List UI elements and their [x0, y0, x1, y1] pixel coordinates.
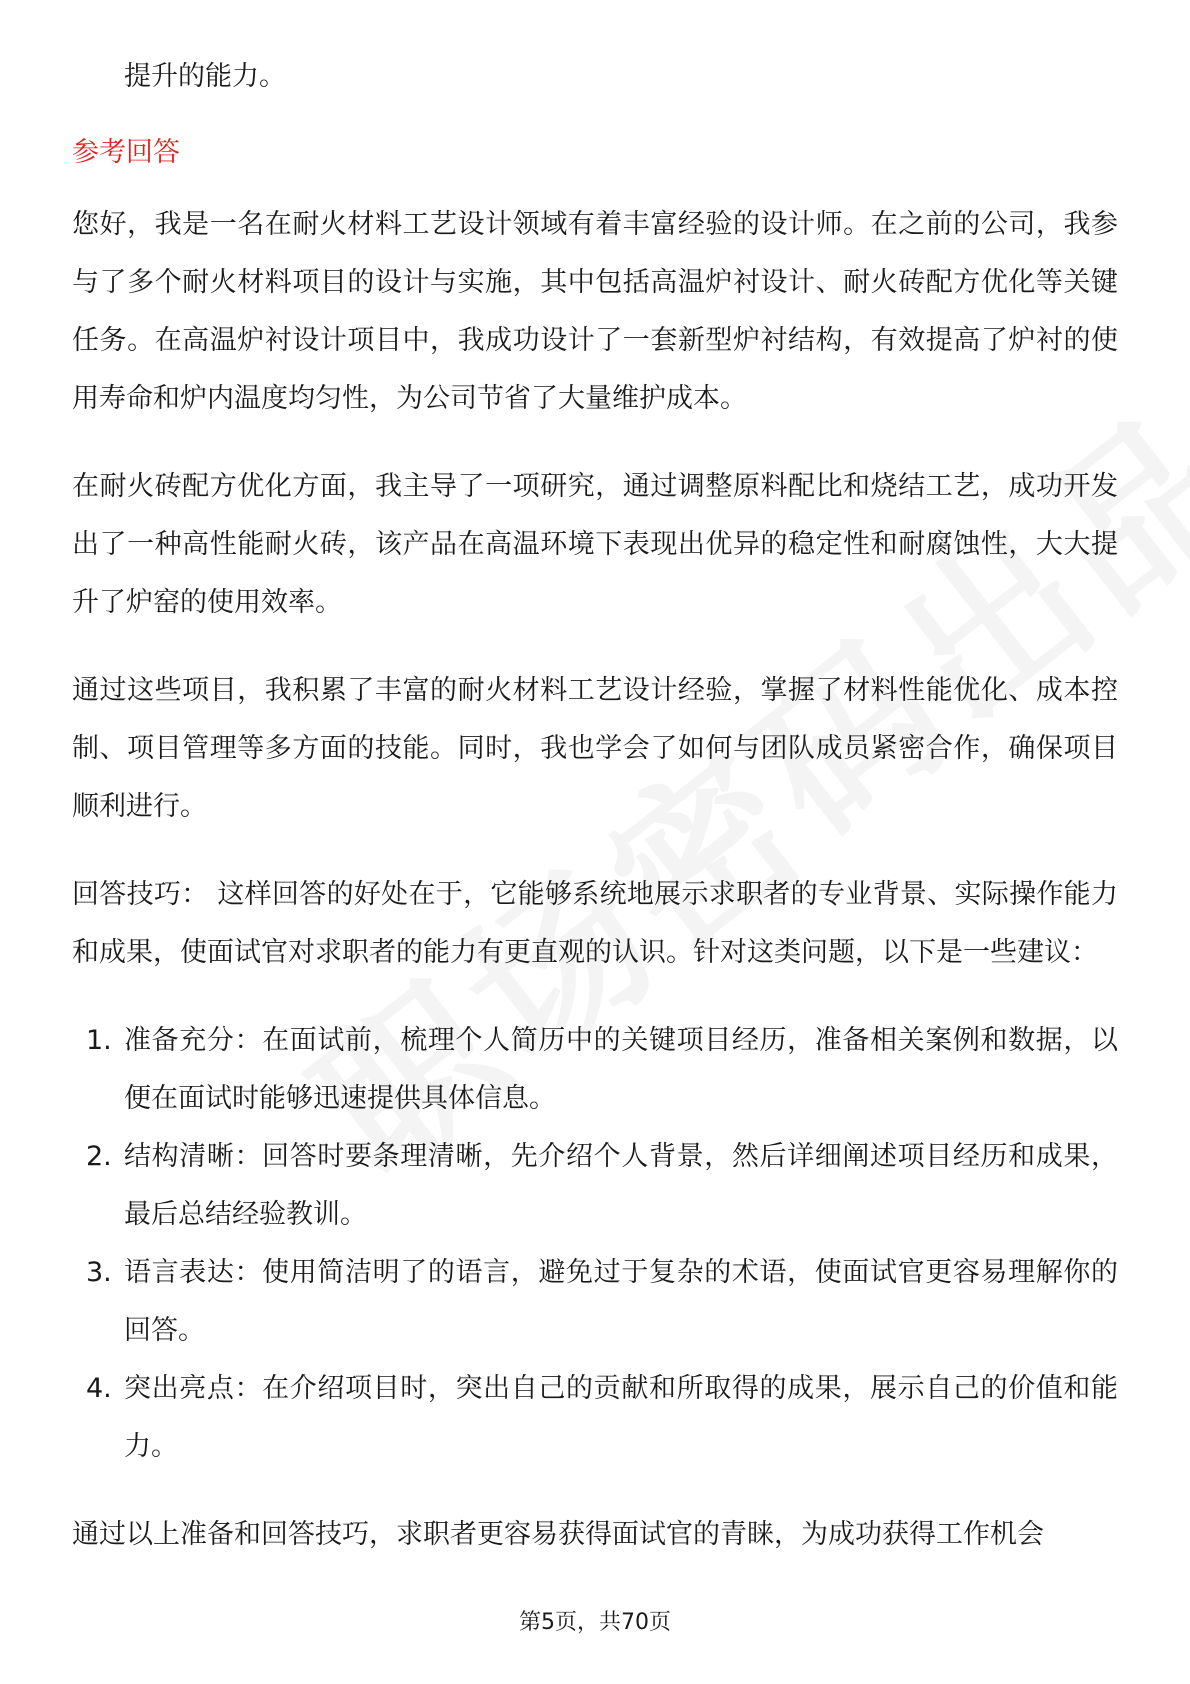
list-item-text: 突出亮点：在介绍项目时，突出自己的贡献和所取得的成果，展示自己的价值和能力。	[124, 1373, 1118, 1462]
list-item-text: 准备充分：在面试前，梳理个人简历中的关键项目经历，准备相关案例和数据，以便在面试时能够迅速提供具体信息。	[124, 1025, 1118, 1114]
list-item	[72, 1360, 1118, 1476]
list-item	[72, 1128, 1118, 1244]
tips-list	[72, 1012, 1118, 1476]
paragraph-intro: 您好，我是一名在耐火材料工艺设计领域有着丰富经验的设计师。在之前的公司，我参与了多个耐火材料项目的设计与实施，其中包括高温炉衬设计、耐火砖配方优化等关键任务。在高温炉衬设计项目中，我成功设计了一套新型炉衬结构，有效提高了炉衬的使用寿命和炉内温度均匀性，为公司节省了大量维护成本。	[72, 209, 1118, 414]
continuation-line: 提升的能力。	[124, 61, 286, 92]
list-item-text: 结构清晰：回答时要条理清晰，先介绍个人背景，然后详细阐述项目经历和成果，最后总结经验教训。	[124, 1141, 1118, 1230]
list-item	[72, 1244, 1118, 1360]
page-number-footer: 第5页，共70页	[519, 1610, 671, 1635]
list-item-number: 1.	[86, 1025, 112, 1056]
paragraph-experience: 通过这些项目，我积累了丰富的耐火材料工艺设计经验，掌握了材料性能优化、成本控制、项目管理等多方面的技能。同时，我也学会了如何与团队成员紧密合作，确保项目顺利进行。	[72, 675, 1118, 822]
page-content	[72, 48, 1118, 1594]
list-item-number: 3.	[86, 1257, 112, 1288]
paragraph-answer-tips: 回答技巧： 这样回答的好处在于，它能够系统地展示求职者的专业背景、实际操作能力和成果，使面试官对求职者的能力有更直观的认识。针对这类问题，以下是一些建议：	[72, 879, 1118, 968]
paragraph-closing: 通过以上准备和回答技巧，求职者更容易获得面试官的青睐，为成功获得工作机会	[72, 1519, 1044, 1550]
list-item	[72, 1012, 1118, 1128]
paragraph-brick-optimization: 在耐火砖配方优化方面，我主导了一项研究，通过调整原料配比和烧结工艺，成功开发出了一种高性能耐火砖，该产品在高温环境下表现出优异的稳定性和耐腐蚀性，大大提升了炉窑的使用效率。	[72, 471, 1118, 618]
list-item-number: 2.	[86, 1141, 112, 1172]
list-item-text: 语言表达：使用简洁明了的语言，避免过于复杂的术语，使面试官更容易理解你的回答。	[124, 1257, 1118, 1346]
list-item-number: 4.	[86, 1373, 112, 1404]
section-title: 参考回答	[72, 137, 180, 168]
